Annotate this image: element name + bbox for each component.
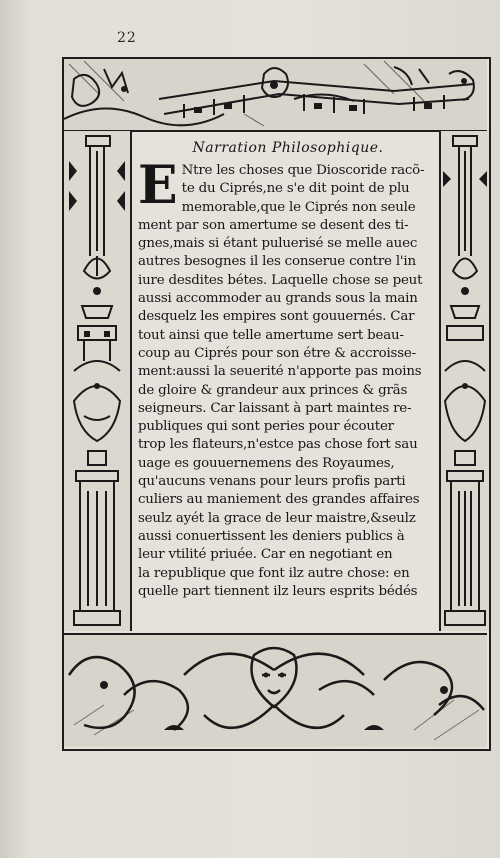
text-line: culiers au maniement des grandes affaires bbox=[138, 492, 420, 508]
text-line: te du Ciprés,ne s'e dit point de plu bbox=[181, 181, 410, 197]
text-line: la republique que font ilz autre chose: en bbox=[138, 565, 410, 581]
text-line: aussi accommoder au grands sous la main bbox=[138, 291, 418, 307]
right-pillar-ornament bbox=[439, 131, 489, 631]
text-line: trop les flateurs,n'estce pas chose fort sau bbox=[138, 437, 418, 453]
left-pillar-ornament bbox=[64, 131, 132, 631]
text-line: publiques qui sont peries pour écouter bbox=[138, 419, 394, 435]
text-line: seigneurs. Car laissant à part maintes re- bbox=[138, 400, 412, 416]
text-line: leur vtilité priuée. Car en negotiant en bbox=[138, 547, 393, 563]
text-line: qu'aucuns venans pour leurs profis parti bbox=[138, 474, 406, 490]
text-line: de gloire & grandeur aux princes & grãs bbox=[138, 382, 408, 398]
text-line: memorable,que le Ciprés non seule bbox=[181, 199, 416, 215]
drop-cap-letter: E bbox=[138, 155, 178, 216]
text-line: Ntre les choses que Dioscoride racõ- bbox=[181, 163, 425, 178]
page-number: 22 bbox=[117, 30, 137, 46]
text-line: uage es gouuernemens des Royaumes, bbox=[138, 455, 395, 471]
text-line: ment par son amertume se desent des ti- bbox=[138, 217, 409, 233]
text-line: iure desdites bétes. Laquelle chose se peut bbox=[138, 272, 423, 288]
text-line: seulz ayét la grace de leur maistre,&seulz bbox=[138, 510, 416, 526]
text-line: aussi conuertissent les deniers publics à bbox=[138, 528, 405, 544]
text-line: autres besognes il les conserue contre l'in bbox=[138, 254, 416, 270]
text-line: quelle part tiennent ilz leurs esprits bédés bbox=[138, 583, 418, 599]
section-heading: Narration Philosophique. bbox=[192, 140, 384, 156]
text-line: desquelz les empires sont gouuernés. Car bbox=[138, 309, 415, 325]
text-line: gnes,mais si étant puluerisé se melle auec bbox=[138, 236, 418, 252]
body-text-block bbox=[138, 140, 438, 630]
text-line: ment:aussi la seuerité n'apporte pas moins bbox=[138, 364, 422, 380]
text-line: coup au Ciprés pour son étre & accroisse- bbox=[138, 345, 416, 361]
bottom-woodcut-band bbox=[64, 633, 487, 747]
top-woodcut-band bbox=[64, 59, 487, 132]
text-line: tout ainsi que telle amertume sert beau- bbox=[138, 327, 404, 343]
